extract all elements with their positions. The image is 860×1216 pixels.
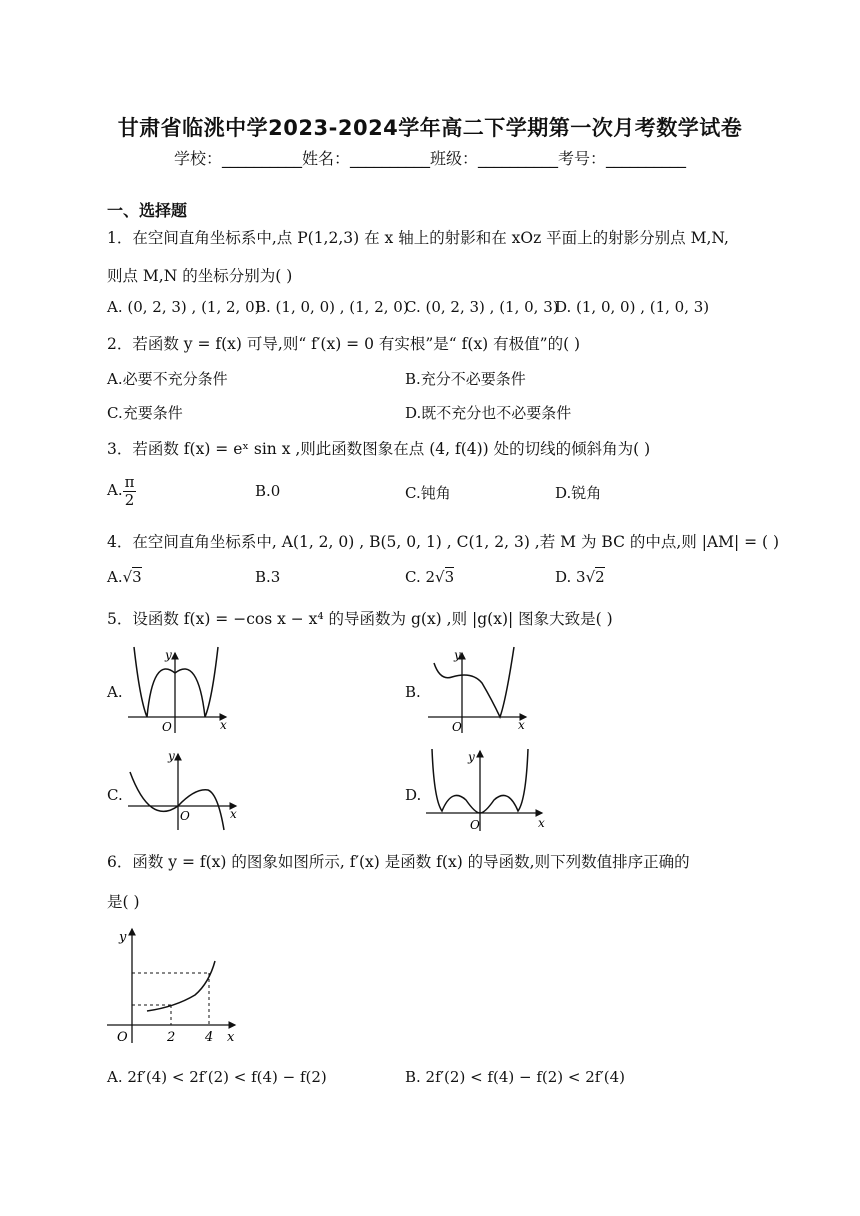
x-axis-label: x bbox=[230, 807, 237, 821]
curve bbox=[134, 647, 218, 717]
y-axis-label: y bbox=[168, 749, 175, 763]
q5-graph-c bbox=[120, 748, 245, 833]
origin-label: O bbox=[452, 720, 462, 734]
q4-option-a-label: A. bbox=[107, 568, 123, 586]
q3-option-a-label: A. bbox=[107, 481, 123, 499]
q3-option-a-numerator: π bbox=[124, 473, 135, 491]
q1-option-c: C. (0, 2, 3) , (1, 0, 3) bbox=[405, 298, 559, 316]
q2-stem: 2．若函数 y = f(x) 可导,则“ f′(x) = 0 有实根”是“ f(x) 有极值”的( ) bbox=[107, 335, 581, 353]
q5-option-d-label: D. bbox=[405, 786, 422, 804]
q5-graph-d bbox=[420, 745, 550, 835]
q2-option-d: D.既不充分也不必要条件 bbox=[405, 404, 572, 422]
tick-label-4: 4 bbox=[205, 1030, 214, 1045]
q5-graph-a bbox=[120, 645, 235, 740]
q4-option-c-radicand: 3 bbox=[444, 568, 455, 586]
q3-option-a-fraction bbox=[123, 474, 137, 508]
y-axis-label: y bbox=[119, 930, 127, 945]
q4-option-d-radicand: 2 bbox=[595, 568, 605, 586]
q1-option-a: A. (0, 2, 3) , (1, 2, 0) bbox=[107, 298, 261, 316]
q3-option-d: D.锐角 bbox=[555, 484, 602, 502]
q2-option-b: B.充分不必要条件 bbox=[405, 370, 526, 388]
q6-stem-line2: 是( ) bbox=[107, 893, 140, 911]
q4-option-d-label: D. 3 bbox=[555, 568, 586, 586]
origin-label: O bbox=[470, 818, 480, 832]
q6-stem-line1: 6．函数 y = f(x) 的图象如图所示, f′(x) 是函数 f(x) 的导函数,则下列数值排序正确的 bbox=[107, 853, 690, 871]
student-info-line: 学校：__________姓名：__________班级：__________考号：__________ bbox=[173, 149, 686, 168]
q1-option-b: B. (1, 0, 0) , (1, 2, 0) bbox=[255, 298, 409, 316]
x-axis-label: x bbox=[227, 1030, 235, 1045]
q4-stem: 4．在空间直角坐标系中, A(1, 2, 0) , B(5, 0, 1) , C(1, 2, 3) ,若 M 为 BC 的中点,则 |AM| = ( ) bbox=[107, 533, 780, 551]
q2-option-a: A.必要不充分条件 bbox=[107, 370, 228, 388]
q1-stem-line1: 1．在空间直角坐标系中,点 P(1,2,3) 在 x 轴上的射影和在 xOz 平面上的射影分别点 M,N, bbox=[107, 229, 729, 247]
q4-option-b: B.3 bbox=[255, 568, 281, 586]
q5-stem: 5．设函数 f(x) = −cos x − x⁴ 的导函数为 g(x) ,则 |g(x)| 图象大致是( ) bbox=[107, 610, 613, 628]
q6-option-a: A. 2f′(4) < 2f′(2) < f(4) − f(2) bbox=[107, 1068, 327, 1086]
origin-label: O bbox=[162, 720, 172, 734]
origin-label: O bbox=[117, 1030, 128, 1045]
q4-option-a: A.√3 bbox=[107, 568, 142, 586]
y-axis-label: y bbox=[454, 648, 461, 662]
q4-option-c-label: C. 2 bbox=[405, 568, 436, 586]
curve bbox=[147, 961, 215, 1011]
q6-option-b: B. 2f′(2) < f(4) − f(2) < 2f′(4) bbox=[405, 1068, 625, 1086]
q3-option-c: C.钝角 bbox=[405, 484, 451, 502]
q5-option-c-label: C. bbox=[107, 786, 123, 804]
curve bbox=[130, 772, 224, 830]
x-axis-label: x bbox=[518, 718, 525, 732]
q2-option-c: C.充要条件 bbox=[107, 404, 183, 422]
q5-graph-b bbox=[420, 645, 535, 740]
x-axis-label: x bbox=[538, 816, 545, 830]
q5-option-b-label: B. bbox=[405, 683, 421, 701]
q1-option-d: D. (1, 0, 0) , (1, 0, 3) bbox=[555, 298, 710, 316]
section-heading: 一、选择题 bbox=[107, 201, 188, 220]
q4-option-a-radicand: 3 bbox=[132, 568, 142, 586]
q3-stem: 3．若函数 f(x) = eˣ sin x ,则此函数图象在点 (4, f(4)) 处的切线的倾斜角为( ) bbox=[107, 440, 651, 458]
curve bbox=[434, 647, 514, 717]
origin-label: O bbox=[180, 809, 190, 823]
q1-stem-line2: 则点 M,N 的坐标分别为( ) bbox=[107, 267, 293, 285]
q3-option-a bbox=[107, 474, 136, 508]
q3-option-a-denominator: 2 bbox=[124, 490, 135, 509]
x-axis-label: x bbox=[220, 718, 227, 732]
q3-option-b: B.0 bbox=[255, 482, 281, 500]
y-axis-label: y bbox=[165, 648, 172, 662]
q6-graph bbox=[105, 925, 245, 1047]
q5-option-a-label: A. bbox=[107, 683, 123, 701]
exam-title: 甘肃省临洮中学2023-2024学年高二下学期第一次月考数学试卷 bbox=[117, 116, 743, 140]
y-axis-label: y bbox=[468, 750, 475, 764]
q4-option-c: C. 2√3 bbox=[405, 568, 455, 586]
tick-label-2: 2 bbox=[167, 1030, 176, 1045]
q4-option-d: D. 3√2 bbox=[555, 568, 605, 586]
